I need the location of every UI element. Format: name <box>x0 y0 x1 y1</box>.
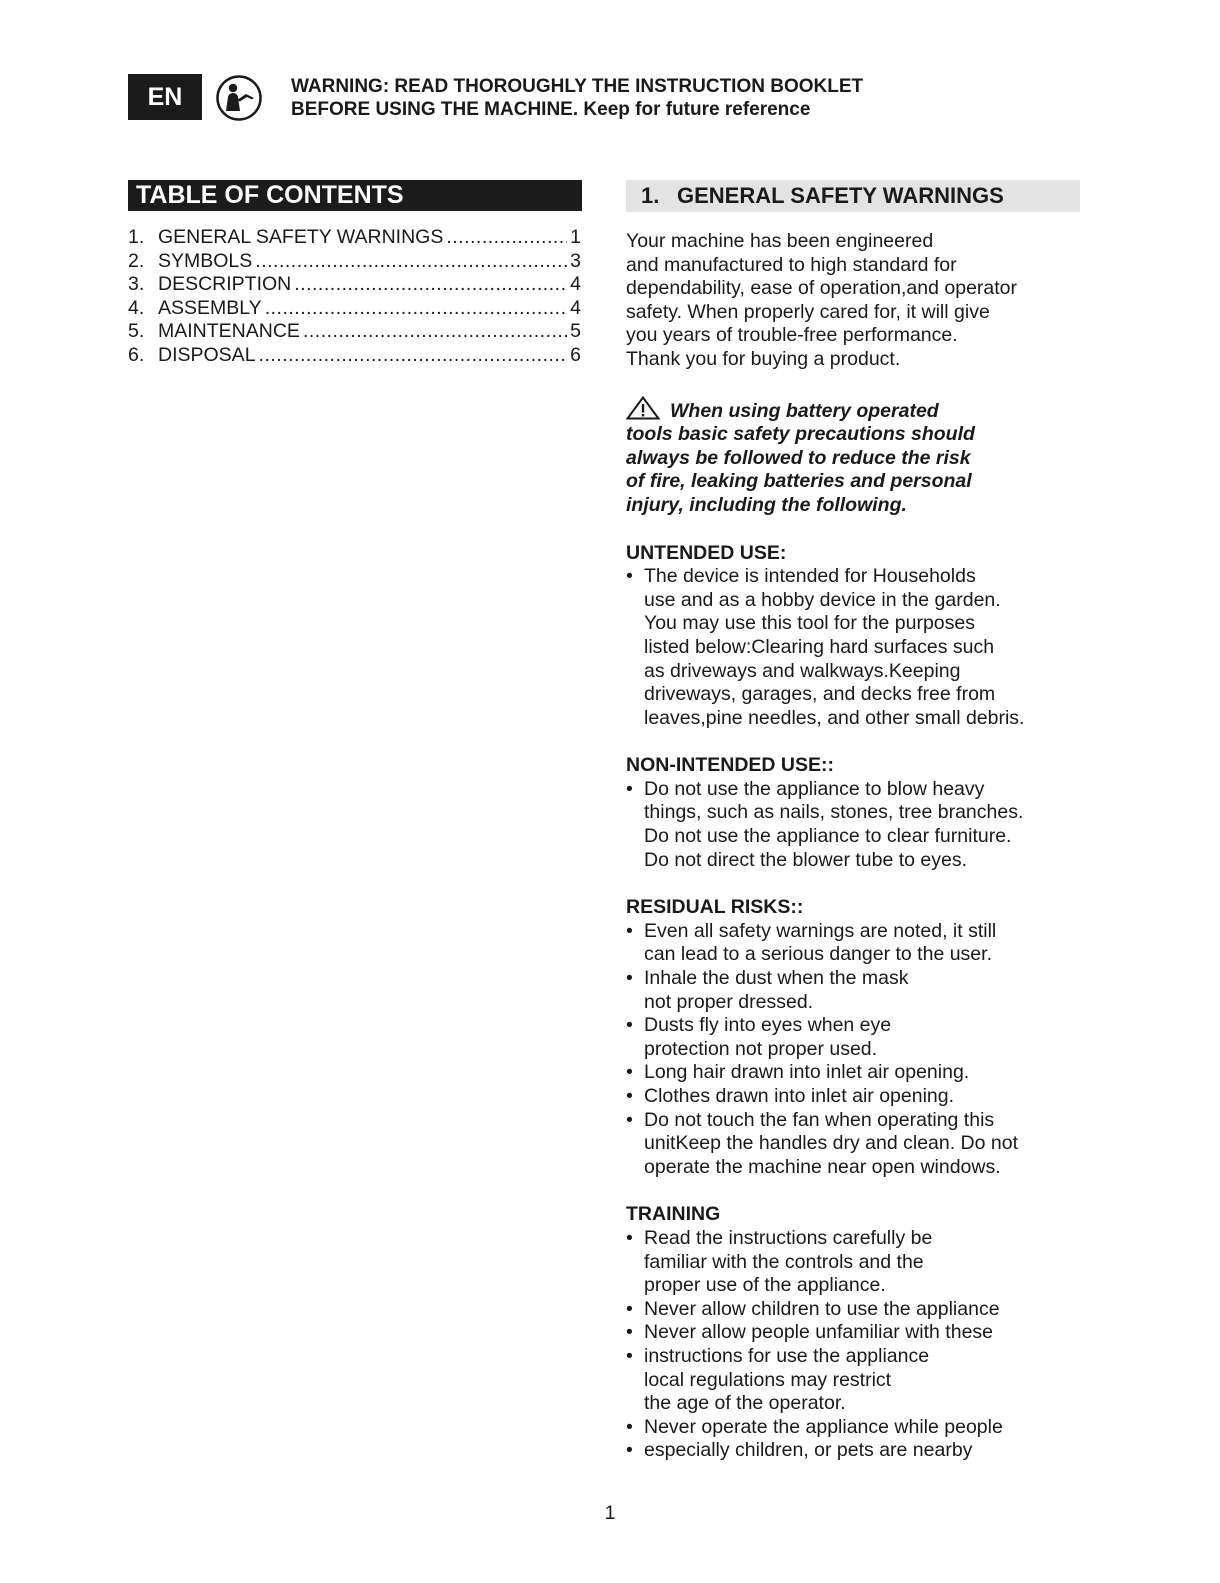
toc-item-label: MAINTENANCE <box>158 320 300 343</box>
toc-item-assembly[interactable] <box>128 297 581 321</box>
section-body <box>626 230 1086 1463</box>
untended-use-list <box>626 565 1086 730</box>
list-item-line: local regulations may restrict <box>644 1368 892 1391</box>
list-item-line: driveways, garages, and decks free from <box>644 683 996 706</box>
list-item-line: Even all safety warnings are noted, it still <box>644 919 997 942</box>
list-item-line: protection not proper used. <box>644 1037 878 1060</box>
toc-item-description[interactable] <box>128 273 581 297</box>
toc-leader-dots <box>252 250 567 274</box>
list-item-line: The device is intended for Households <box>644 565 976 588</box>
list-item-line: unitKeep the handles dry and clean. Do not <box>644 1132 1019 1155</box>
caution-line: of fire, leaking batteries and personal <box>626 470 972 493</box>
warning-line-1: WARNING: READ THOROUGHLY THE INSTRUCTION BOOKLET <box>291 76 864 97</box>
section-title: GENERAL SAFETY WARNINGS <box>677 183 1004 208</box>
warning-header <box>291 75 863 121</box>
toc-item-page: 1 <box>570 226 581 248</box>
non-intended-use-list <box>626 778 1086 872</box>
toc-item-page: 3 <box>570 249 581 272</box>
intro-paragraph <box>626 230 1086 372</box>
caution-line: always be followed to reduce the risk <box>626 446 971 469</box>
toc-item-number: 4. <box>128 296 145 319</box>
section-heading <box>626 180 1080 212</box>
intro-line: safety. When properly cared for, it will give <box>626 300 990 323</box>
residual-risks-heading: RESIDUAL RISKS:: <box>626 896 804 919</box>
untended-use-heading: UNTENDED USE: <box>626 541 787 564</box>
list-item-line: as driveways and walkways.Keeping <box>644 659 961 682</box>
list-item-line: Clothes drawn into inlet air opening. <box>644 1085 955 1107</box>
list-item-line: instructions for use the appliance <box>644 1344 930 1367</box>
training-list <box>626 1227 1086 1463</box>
list-item-line: listed below:Clearing hard surfaces such <box>644 635 995 658</box>
list-item <box>626 1014 1086 1061</box>
list-item-line: Dusts fly into eyes when eye <box>644 1014 892 1037</box>
caution-paragraph <box>626 396 1086 518</box>
residual-risks-list <box>626 920 1086 1180</box>
list-item-line: You may use this tool for the purposes <box>644 612 975 635</box>
list-item-line: Do not direct the blower tube to eyes. <box>644 848 968 871</box>
list-item-line: Never operate the appliance while people <box>644 1415 1003 1438</box>
toc-item-label: GENERAL SAFETY WARNINGS <box>158 226 444 248</box>
toc-item-label: SYMBOLS <box>158 249 253 272</box>
list-item <box>626 778 1086 872</box>
list-item <box>626 1109 1086 1180</box>
list-item <box>626 1439 1086 1463</box>
intro-line: dependability, ease of operation,and operator <box>626 277 1018 300</box>
list-item-line: the age of the operator. <box>644 1392 846 1415</box>
training-heading: TRAINING <box>626 1203 721 1226</box>
list-item <box>626 1085 1086 1109</box>
list-item-line: can lead to a serious danger to the user. <box>644 943 992 966</box>
read-manual-icon <box>216 75 262 121</box>
warning-line-2: BEFORE USING THE MACHINE. Keep for future reference <box>291 99 811 120</box>
toc-leader-dots <box>256 344 568 368</box>
toc-item-disposal[interactable] <box>128 344 581 368</box>
list-item <box>626 565 1086 730</box>
list-item-line: especially children, or pets are nearby <box>644 1439 973 1462</box>
intro-line: and manufactured to high standard for <box>626 253 957 276</box>
caution-line: tools basic safety precautions should <box>626 423 975 446</box>
toc-item-label: DISPOSAL <box>158 343 256 366</box>
list-item-line: proper use of the appliance. <box>644 1274 886 1297</box>
toc-item-maintenance[interactable] <box>128 320 581 344</box>
list-item <box>626 1321 1086 1345</box>
list-item-line: Long hair drawn into inlet air opening. <box>644 1061 970 1084</box>
list-item <box>626 1345 1086 1416</box>
toc-item-number: 2. <box>128 249 145 272</box>
list-item-line: Never allow children to use the appliance <box>644 1297 1000 1320</box>
page-number: 1 <box>604 1502 616 1524</box>
toc-item-page: 4 <box>570 273 581 296</box>
list-item <box>626 920 1086 967</box>
list-item-line: Read the instructions carefully be <box>644 1226 933 1249</box>
list-item-line: Inhale the dust when the mask <box>644 967 909 990</box>
toc-item-number: 3. <box>128 273 145 296</box>
toc-item-general-safety-warnings[interactable] <box>128 226 581 250</box>
list-item-line: Never allow people unfamiliar with these <box>644 1321 994 1344</box>
list-item <box>626 1416 1086 1440</box>
toc-item-page: 4 <box>570 296 581 319</box>
toc-item-label: DESCRIPTION <box>158 273 292 296</box>
list-item-line: use and as a hobby device in the garden. <box>644 588 1001 611</box>
toc-leader-dots <box>291 273 567 297</box>
list-item-line: familiar with the controls and the <box>644 1250 924 1273</box>
list-item-line: things, such as nails, stones, tree branches. <box>644 801 1024 824</box>
toc-leader-dots <box>262 297 567 321</box>
intro-line: Thank you for buying a product. <box>626 347 901 370</box>
list-item <box>626 1227 1086 1298</box>
caution-line: injury, including the following. <box>626 493 907 516</box>
toc-item-page: 5 <box>570 320 581 343</box>
list-item <box>626 1061 1086 1085</box>
toc-item-label: ASSEMBLY <box>158 296 262 319</box>
list-item-line: not proper dressed. <box>644 990 814 1013</box>
intro-line: Your machine has been engineered <box>626 230 934 252</box>
list-item <box>626 1298 1086 1322</box>
caution-line: When using battery operated <box>670 399 939 422</box>
toc-item-number: 1. <box>128 226 145 248</box>
toc-list <box>128 226 581 368</box>
toc-item-number: 5. <box>128 320 145 343</box>
toc-title: TABLE OF CONTENTS <box>128 180 582 211</box>
toc-leader-dots <box>443 226 567 250</box>
language-badge: EN <box>128 74 202 120</box>
toc-item-symbols[interactable] <box>128 250 581 274</box>
list-item-line: Do not touch the fan when operating this <box>644 1108 995 1131</box>
toc-item-number: 6. <box>128 343 145 366</box>
non-intended-use-heading: NON-INTENDED USE:: <box>626 754 834 777</box>
warning-triangle-icon <box>626 396 660 420</box>
list-item-line: operate the machine near open windows. <box>644 1155 1001 1178</box>
section-number: 1. <box>641 183 660 208</box>
toc-item-page: 6 <box>570 343 581 366</box>
intro-line: you years of trouble-free performance. <box>626 324 958 347</box>
list-item-line: Do not use the appliance to blow heavy <box>644 777 985 800</box>
list-item-line: leaves,pine needles, and other small debris. <box>644 706 1025 729</box>
list-item <box>626 967 1086 1014</box>
toc-leader-dots <box>300 320 567 344</box>
list-item-line: Do not use the appliance to clear furniture. <box>644 825 1012 848</box>
